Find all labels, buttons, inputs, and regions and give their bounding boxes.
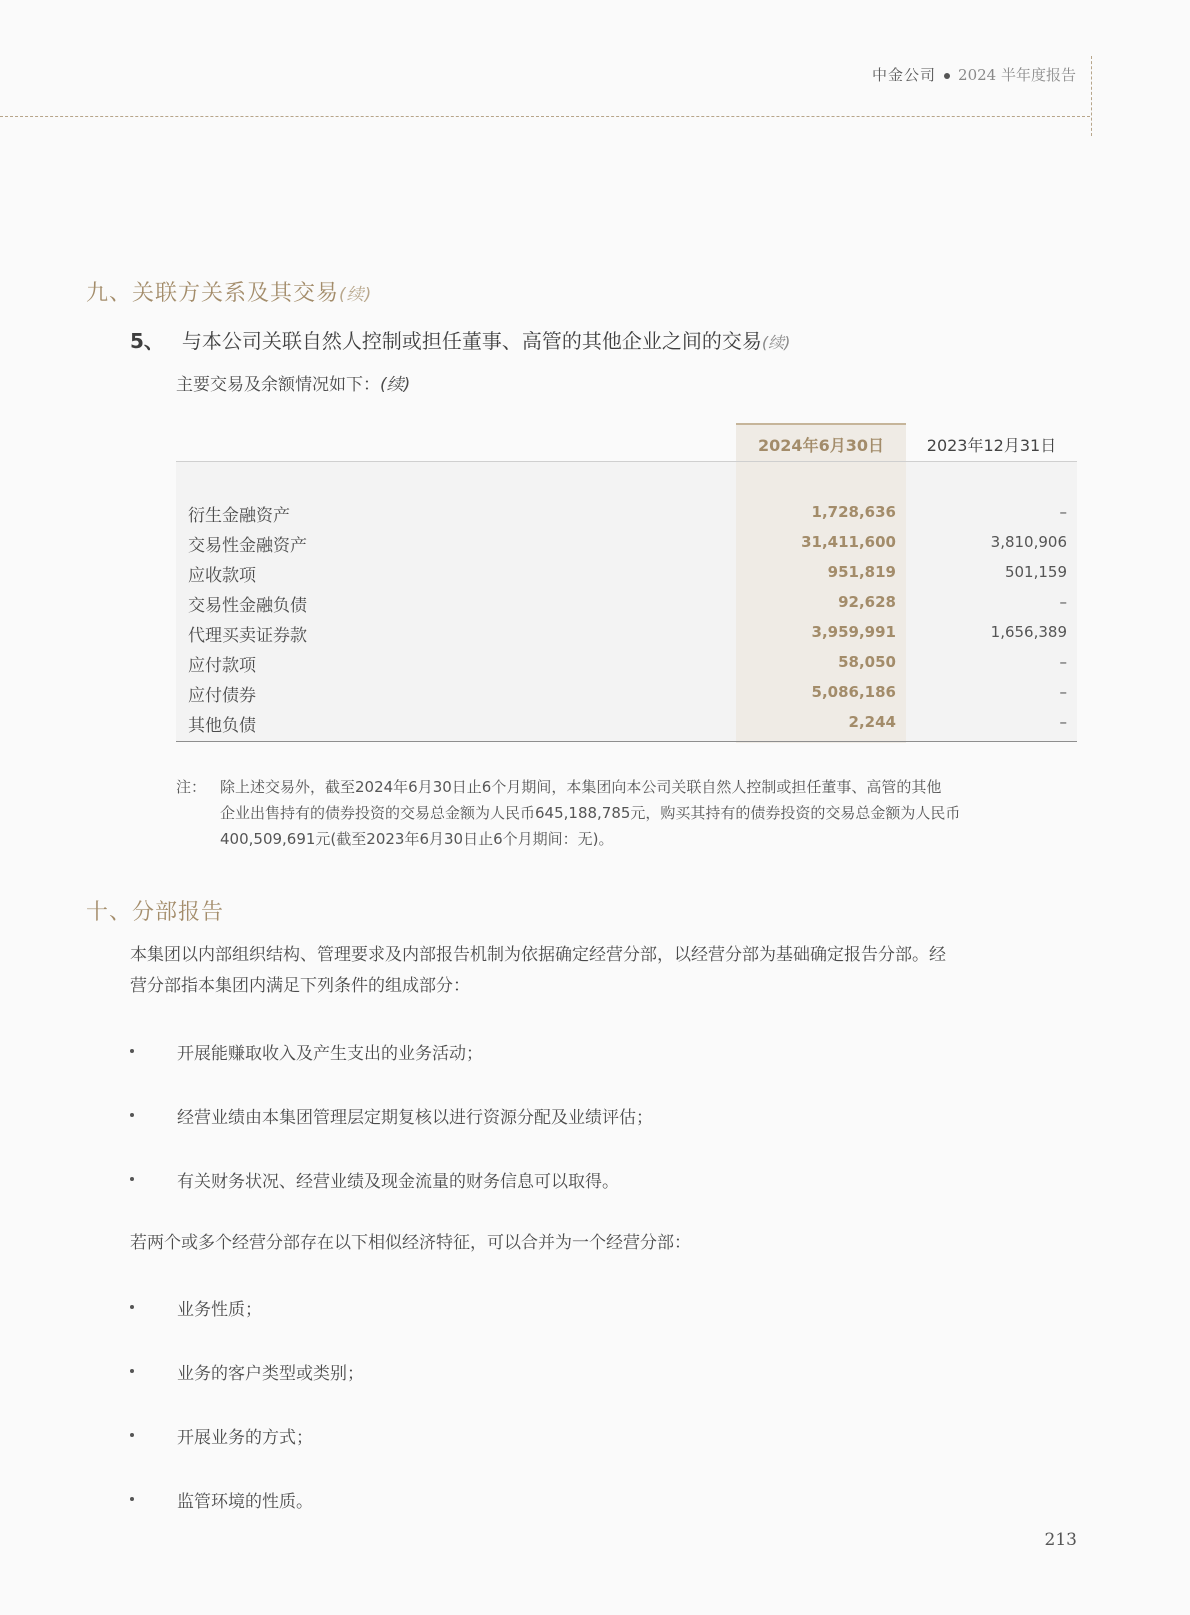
section-9-title <box>86 276 372 307</box>
bullet-text: 业务的客户类型或类别； <box>177 1364 364 1384</box>
table-row <box>176 617 1077 647</box>
value-2023: – <box>1059 653 1067 671</box>
value-2024: 2,244 <box>848 713 896 731</box>
bullet-text: 经营业绩由本集团管理层定期复核以进行资源分配及业绩评估； <box>177 1108 653 1128</box>
value-2023: – <box>1059 503 1067 521</box>
subsection-title <box>130 325 790 354</box>
row-label: 交易性金融负债 <box>188 596 307 616</box>
value-2023: 1,656,389 <box>990 623 1067 641</box>
row-label: 应付款项 <box>188 656 256 676</box>
separator-dot <box>944 73 950 79</box>
bullet-dot <box>130 1177 134 1181</box>
note-label: 注： <box>176 778 207 796</box>
bullet-dot <box>130 1433 134 1437</box>
paragraph-line: 若两个或多个经营分部存在以下相似经济特征，可以合并为一个经营分部： <box>130 1233 691 1253</box>
transactions-table <box>176 423 1077 743</box>
bullet-text: 监管环境的性质。 <box>177 1492 313 1512</box>
note-line: 企业出售持有的债券投资的交易总金额为人民币645,188,785元，购买其持有的债券投资的交易总金额为人民币 <box>220 804 961 822</box>
bullet-dot <box>130 1497 134 1501</box>
row-label: 衍生金融资产 <box>188 506 290 526</box>
value-2024: 5,086,186 <box>811 683 896 701</box>
value-2024: 58,050 <box>838 653 896 671</box>
table-bottom-rule <box>176 741 1077 742</box>
row-label: 代理买卖证券款 <box>188 626 307 646</box>
running-header <box>872 64 1076 85</box>
column-header-2023: 2023年12月31日 <box>926 436 1057 455</box>
segment-definition-paragraph <box>130 940 1076 1002</box>
paragraph-line: 本集团以内部组织结构、管理要求及内部报告机制为依据确定经营分部，以经营分部为基础确定报告分部。经 <box>130 945 946 965</box>
table-row <box>176 527 1077 557</box>
value-2024: 1,728,636 <box>811 503 896 521</box>
table-row <box>176 557 1077 587</box>
value-2023: – <box>1059 713 1067 731</box>
note-line: 除上述交易外，截至2024年6月30日止6个月期间，本集团向本公司关联自然人控制或担任董事、高管的其他 <box>220 778 942 796</box>
header-divider <box>0 116 1090 117</box>
value-2023: – <box>1059 683 1067 701</box>
table-intro <box>176 370 410 395</box>
bullet-text: 开展业务的方式； <box>177 1428 313 1448</box>
table-intro-text: 主要交易及余额情况如下： <box>176 375 380 395</box>
continued-mark: (续) <box>380 375 411 395</box>
subsection-number: 5、 <box>130 329 164 353</box>
bullet-dot <box>130 1305 134 1309</box>
value-2024: 92,628 <box>838 593 896 611</box>
value-2024: 3,959,991 <box>811 623 896 641</box>
page-number: 213 <box>1044 1530 1077 1550</box>
bullet-dot <box>130 1113 134 1117</box>
value-2024: 951,819 <box>827 563 896 581</box>
bullet-text: 开展能赚取收入及产生支出的业务活动； <box>177 1044 483 1064</box>
row-label: 其他负债 <box>188 716 256 736</box>
paragraph-line: 营分部指本集团内满足下列条件的组成部分： <box>130 976 470 996</box>
report-name: 2024 半年度报告 <box>958 66 1076 84</box>
bullet-text: 有关财务状况、经营业绩及现金流量的财务信息可以取得。 <box>177 1172 619 1192</box>
table-row <box>176 647 1077 677</box>
value-2023: – <box>1059 593 1067 611</box>
table-row <box>176 677 1077 707</box>
bullet-dot <box>130 1369 134 1373</box>
row-label: 应收款项 <box>188 566 256 586</box>
section-9-title-text: 九、关联方关系及其交易 <box>86 281 340 306</box>
row-label: 交易性金融资产 <box>188 536 307 556</box>
table-row <box>176 587 1077 617</box>
column-header-2024: 2024年6月30日 <box>758 436 884 455</box>
bullet-dot <box>130 1049 134 1053</box>
table-header-rule <box>176 461 1077 462</box>
continued-mark: (续) <box>339 285 373 305</box>
table-row <box>176 707 1077 737</box>
bullet-text: 业务性质； <box>177 1300 262 1320</box>
header-vertical-divider <box>1091 56 1092 136</box>
aggregation-paragraph <box>130 1228 1076 1259</box>
value-2024: 31,411,600 <box>801 533 896 551</box>
value-2023: 501,159 <box>1004 563 1067 581</box>
note-line: 400,509,691元(截至2023年6月30日止6个月期间：无)。 <box>220 830 614 848</box>
company-name: 中金公司 <box>872 66 937 84</box>
continued-mark: (续) <box>761 333 791 352</box>
table-row <box>176 497 1077 527</box>
row-label: 应付债券 <box>188 686 256 706</box>
section-10-title: 十、分部报告 <box>86 900 225 925</box>
value-2023: 3,810,906 <box>990 533 1067 551</box>
subsection-title-text: 与本公司关联自然人控制或担任董事、高管的其他企业之间的交易 <box>181 329 762 353</box>
